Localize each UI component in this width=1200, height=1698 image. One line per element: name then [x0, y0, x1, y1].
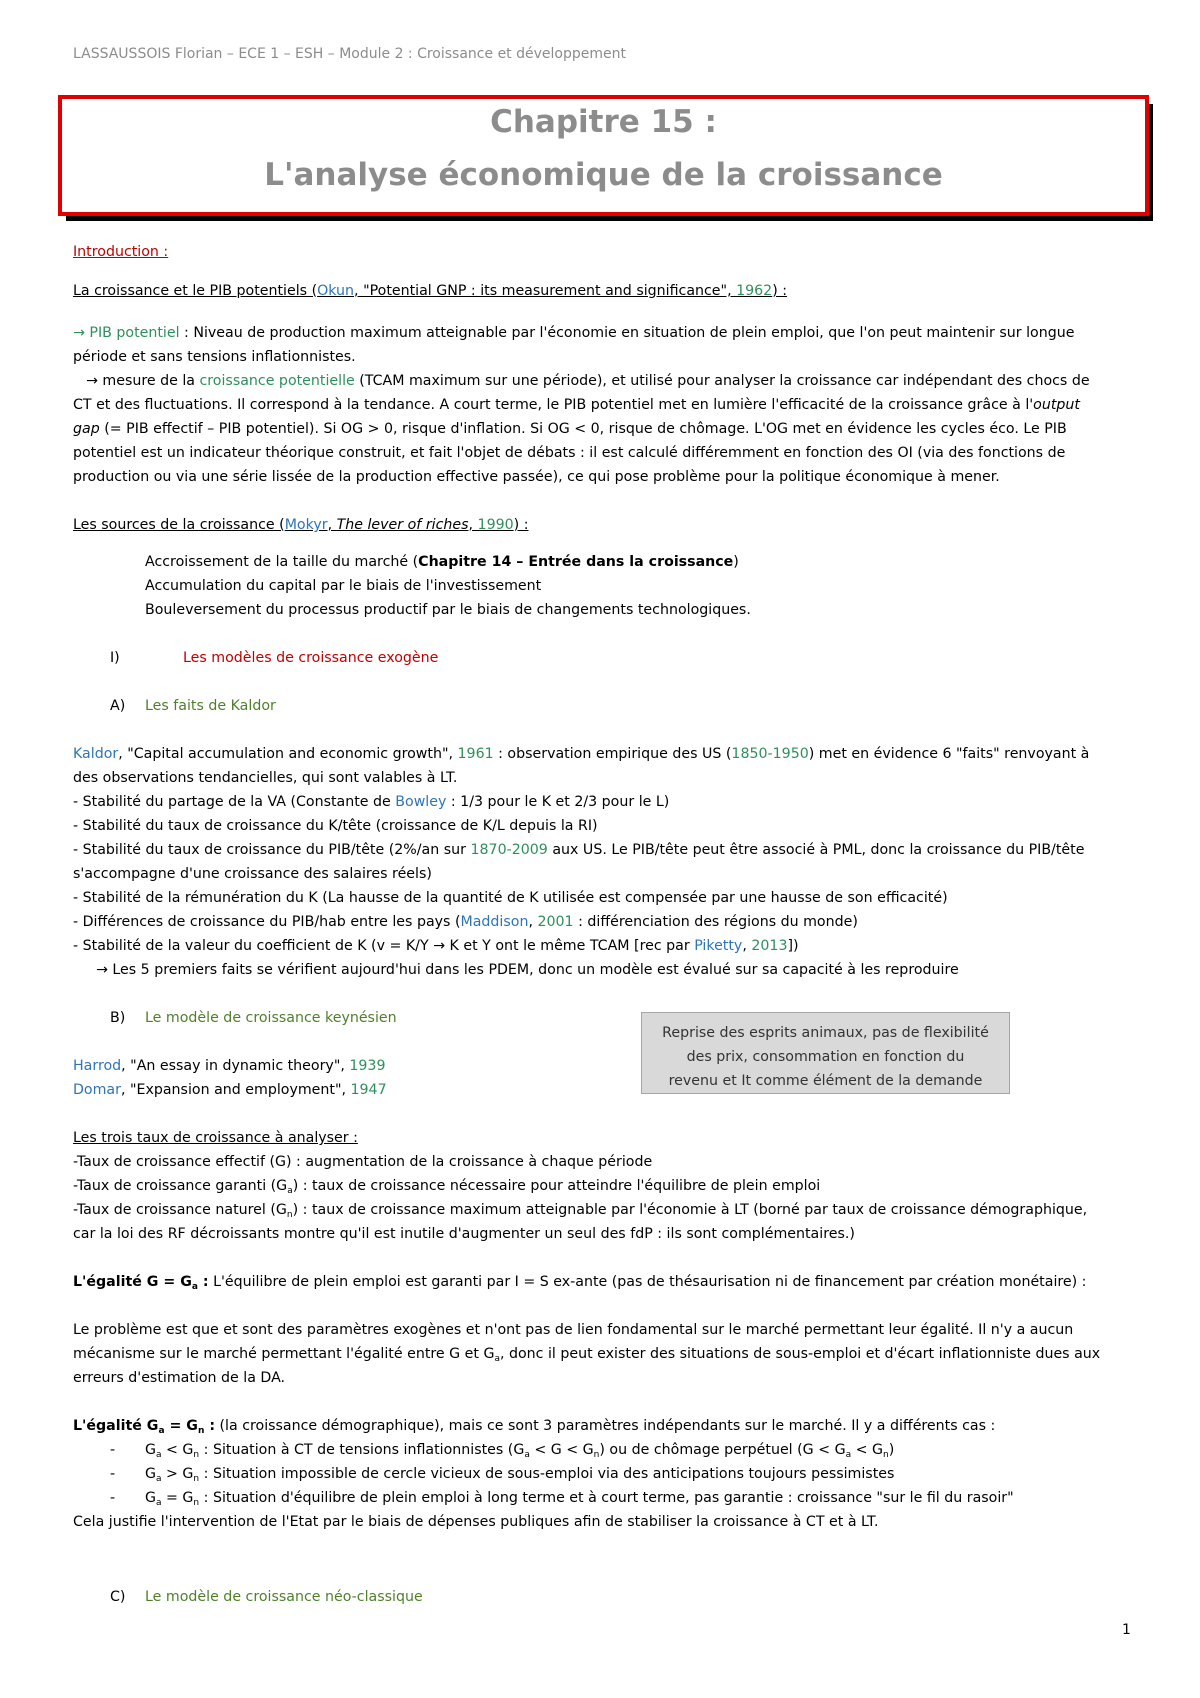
- chapter-title: Chapitre 15 :: [490, 104, 717, 140]
- section-a-number: A): [110, 698, 126, 714]
- harrod-ref: Harrod, "An essay in dynamic theory", 1939: [73, 1058, 386, 1074]
- text-line: s'accompagne d'une croissance des salaires réels): [73, 866, 432, 882]
- case-item: $G_a < G_n$ : Situation à CT de tensions inflationnistes $(G_a < G < G_n)$ ou de chômage perpétuel $(G < G_a < G_n)$: [145, 1442, 895, 1460]
- section-1-title: Les modèles de croissance exogène: [183, 650, 439, 666]
- text-line: période et sans tensions inflationnistes.: [73, 349, 356, 365]
- kaldor-fact: - Stabilité du partage de la VA (Constante de Bowley : 1/3 pour le K et 2/3 pour le L): [73, 794, 670, 810]
- text-line: mécanisme sur le marché permettant l'égalité entre G et $G_a$, donc il peut exister des situations de sous-emploi et d'écart inflationniste dues aux: [73, 1346, 1101, 1364]
- kaldor-intro: Kaldor, "Capital accumulation and economic growth", 1961 : observation empirique des US (1850-1950) met en évidence 6 "faits" renvoyant à: [73, 746, 1090, 762]
- case-bullet: -: [110, 1490, 116, 1506]
- section-c-number: C): [110, 1589, 126, 1605]
- kaldor-fact: - Stabilité de la valeur du coefficient de K (v = K/Y → K et Y ont le même TCAM [rec par Piketty, 2013]): [73, 938, 799, 954]
- case-item: $G_a = G_n$ : Situation d'équilibre de plein emploi à long terme et à court terme, pas garantie : croissance "sur le fil du rasoir": [145, 1490, 1014, 1508]
- kaldor-fact: - Différences de croissance du PIB/hab entre les pays (Maddison, 2001 : différenciation des régions du monde): [73, 914, 858, 930]
- text-line: CT et des fluctuations. Il correspond à la tendance. A court terme, le PIB potentiel met en lumière l'efficacité de la croissance grâce à l'output: [73, 397, 1080, 413]
- taux-item: -Taux de croissance garanti $(G_a)$ : taux de croissance nécessaire pour atteindre l'équilibre de plein emploi: [73, 1178, 821, 1196]
- case-bullet: -: [110, 1442, 116, 1458]
- text-line: car la loi des RF décroissants montre qu'il est inutile d'augmenter un seul des fdP : ils sont complémentaires.): [73, 1226, 855, 1242]
- source-item: Accroissement de la taille du marché (Chapitre 14 – Entrée dans la croissance): [145, 554, 739, 570]
- intro-heading: Introduction :: [73, 244, 169, 260]
- note-line: revenu et It comme élément de la demande: [668, 1073, 983, 1089]
- taux-heading: Les trois taux de croissance à analyser :: [73, 1130, 358, 1146]
- kaldor-fact: - Stabilité du taux de croissance du K/tête (croissance de K/L depuis la RI): [73, 818, 598, 834]
- section-c-title: Le modèle de croissance néo-classique: [145, 1589, 423, 1605]
- case-bullet: -: [110, 1466, 116, 1482]
- pib-potentiel-heading: La croissance et le PIB potentiels (Okun, "Potential GNP : its measurement and significance", 1962) :: [73, 283, 788, 299]
- section-b-number: B): [110, 1010, 126, 1026]
- kaldor-fact: - Stabilité du taux de croissance du PIB/tête (2%/an sur 1870-2009 aux US. Le PIB/tête peut être associé à PML, donc la croissance du PIB/tête: [73, 842, 1085, 858]
- kaldor-fact: - Stabilité de la rémunération du K (La hausse de la quantité de K utilisée est compensée par une hausse de son efficacité): [73, 890, 948, 906]
- section-b-title: Le modèle de croissance keynésien: [145, 1010, 397, 1026]
- note-line: des prix, consommation en fonction du: [686, 1049, 965, 1065]
- section-1-number: I): [110, 650, 120, 666]
- section-a-title: Les faits de Kaldor: [145, 698, 276, 714]
- taux-item: -Taux de croissance effectif (G) : augmentation de la croissance à chaque période: [73, 1154, 653, 1170]
- sources-heading: Les sources de la croissance (Mokyr, The lever of riches, 1990) :: [73, 517, 529, 533]
- page-header: LASSAUSSOIS Florian – ECE 1 – ESH – Module 2 : Croissance et développement: [73, 46, 626, 62]
- chapter-subtitle: L'analyse économique de la croissance: [264, 157, 943, 193]
- text-line: potentiel est un indicateur théorique construit, et fait l'objet de débats : il est calculé différemment en fonction des OI (via des fonctions de: [73, 445, 1066, 461]
- text-line: gap (= PIB effectif – PIB potentiel). Si OG > 0, risque d'inflation. Si OG < 0, risque de chômage. L'OG met en évidence les cycles éco. Le PIB: [73, 421, 1067, 437]
- source-item: Accumulation du capital par le biais de l'investissement: [145, 578, 542, 594]
- taux-item: -Taux de croissance naturel $(G_n)$ : taux de croissance maximum atteignable par l'économie à LT (borné par taux de croissance démographique,: [73, 1202, 1088, 1220]
- case-item: $G_a > G_n$ : Situation impossible de cercle vicieux de sous-emploi via des anticipations toujours pessimistes: [145, 1466, 895, 1484]
- note-line: Reprise des esprits animaux, pas de flexibilité: [662, 1025, 989, 1041]
- croissance-potentielle-text: → mesure de la croissance potentielle (TCAM maximum sur une période), et utilisé pour analyser la croissance car indépendant des chocs de: [86, 373, 1090, 389]
- justification-text: Cela justifie l'intervention de l'Etat par le biais de dépenses publiques afin de stabiliser la croissance à CT et à LT.: [73, 1514, 879, 1530]
- probleme-text: Le problème est que et sont des paramètres exogènes et n'ont pas de lien fondamental sur le marché permettant leur égalité. Il n'y a aucun: [73, 1322, 1074, 1338]
- text-line: des observations tendancielles, qui sont valables à LT.: [73, 770, 458, 786]
- source-item: Bouleversement du processus productif par le biais de changements technologiques.: [145, 602, 751, 618]
- pib-potentiel-definition: → PIB potentiel : Niveau de production maximum atteignable par l'économie en situation de plein emploi, que l'on peut maintenir sur longue: [73, 325, 1075, 341]
- text-line: production ou via une série lissée de la production effective passée), ce qui pose problème pour la politique économique à mener.: [73, 469, 1000, 485]
- text-line: erreurs d'estimation de la DA.: [73, 1370, 286, 1386]
- domar-ref: Domar, "Expansion and employment", 1947: [73, 1082, 387, 1098]
- kaldor-conclusion: → Les 5 premiers faits se vérifient aujourd'hui dans les PDEM, donc un modèle est évalué sur sa capacité à les reproduire: [96, 962, 959, 978]
- egalite-2: L'égalité $G_a = G_n$ : (la croissance démographique), mais ce sont 3 paramètres indépendants sur le marché. Il y a différents cas :: [73, 1418, 996, 1436]
- egalite-1: L'égalité $G = G_a$ : L'équilibre de plein emploi est garanti par I = S ex-ante (pas de thésaurisation ni de financement par création monétaire) :: [73, 1274, 1087, 1292]
- page-number: 1: [1122, 1622, 1131, 1638]
- side-note-box: [641, 1012, 1010, 1094]
